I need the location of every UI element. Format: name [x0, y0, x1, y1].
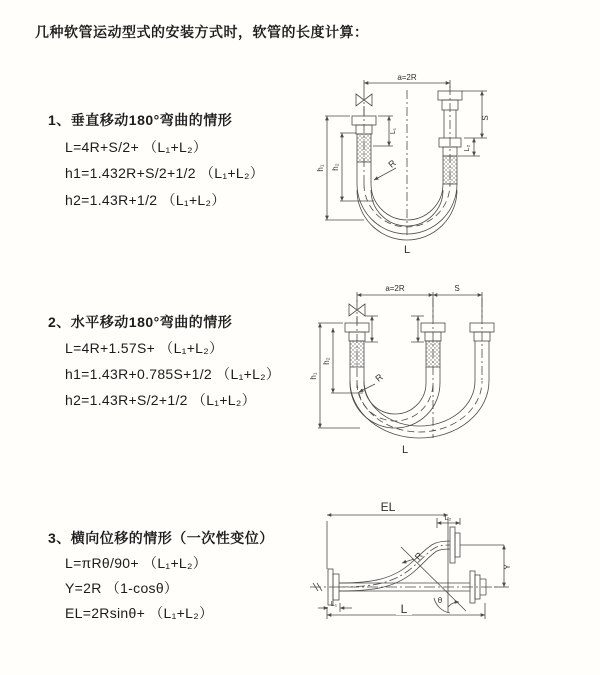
- braided-hose: [350, 341, 364, 367]
- dim-label-y: Y: [503, 564, 512, 570]
- section-2-heading: 2、水平移动180°弯曲的情形: [48, 314, 233, 330]
- dim-label-l2: L₂: [464, 144, 471, 152]
- dimension-top: [357, 292, 482, 318]
- section-3-heading: 3、横向位移的情形（一次性变位）: [48, 530, 274, 546]
- dim-label-h2: h₂: [331, 163, 340, 171]
- radius-leader: [374, 168, 396, 180]
- diagram-vertical-180-bend: [312, 68, 590, 264]
- dim-label-s: S: [454, 284, 460, 293]
- hose-displaced-position: [339, 541, 450, 591]
- u-bend-position-2: [350, 381, 489, 438]
- braided-hose: [443, 156, 457, 184]
- braided-hose: [426, 341, 440, 367]
- radius-leader: [359, 384, 375, 392]
- formula-line: h1=1.432R+S/2+1/2 （L₁+L₂）: [65, 165, 265, 181]
- angle-construction: [401, 517, 466, 613]
- dim-label-l1: L₁: [390, 127, 397, 135]
- page-title: 几种软管运动型式的安装方式时，软管的长度计算：: [35, 24, 369, 40]
- radius-label: R: [373, 371, 385, 384]
- dim-label-a2r: a=2R: [397, 73, 417, 82]
- section-1-heading: 1、垂直移动180°弯曲的情形: [48, 112, 233, 128]
- dim-label-el: EL: [380, 500, 396, 514]
- dim-label-l2: L₂: [444, 515, 452, 522]
- radius-label: R: [386, 157, 398, 170]
- dim-label-h2: h₂: [322, 357, 331, 365]
- formula-line: h2=1.43R+1/2 （L₁+L₂）: [65, 192, 226, 208]
- dim-label-s: S: [481, 115, 490, 121]
- formula-line: h2=1.43R+S/2+1/2 （L₁+L₂）: [65, 392, 256, 408]
- length-label: L: [400, 602, 408, 616]
- dimension-h1: [318, 323, 360, 428]
- dim-label-h1: h₁: [309, 372, 318, 380]
- length-label: L: [403, 244, 411, 256]
- dim-label-h1: h₁: [316, 164, 325, 172]
- braided-hose: [357, 134, 371, 162]
- dimension-fitting-middle: [411, 316, 424, 342]
- diagram-lateral-displacement: [298, 495, 600, 660]
- formula-line: L=4R+S/2+ （L₁+L₂）: [65, 139, 208, 155]
- dim-label-a2r: a=2R: [385, 284, 405, 293]
- dimension-el: [327, 515, 448, 569]
- diagram-horizontal-180-bend: [305, 278, 600, 463]
- dimension-s: [462, 91, 487, 138]
- dim-label-l1: L₁: [330, 601, 338, 608]
- dimension-fitting-left: [365, 316, 378, 342]
- length-label: L: [401, 444, 409, 456]
- formula-line: EL=2Rsinθ+ （L₁+L₂）: [65, 605, 214, 621]
- formula-line: L=4R+1.57S+ （L₁+L₂）: [65, 340, 224, 356]
- formula-line: Y=2R （1-cosθ）: [65, 580, 179, 596]
- formula-line: L=πRθ/90+ （L₁+L₂）: [65, 555, 208, 571]
- angle-label: θ: [437, 596, 443, 605]
- radius-label: R: [412, 550, 425, 562]
- flange-upper: [450, 527, 460, 563]
- formula-line: h1=1.43R+0.785S+1/2 （L₁+L₂）: [65, 366, 281, 382]
